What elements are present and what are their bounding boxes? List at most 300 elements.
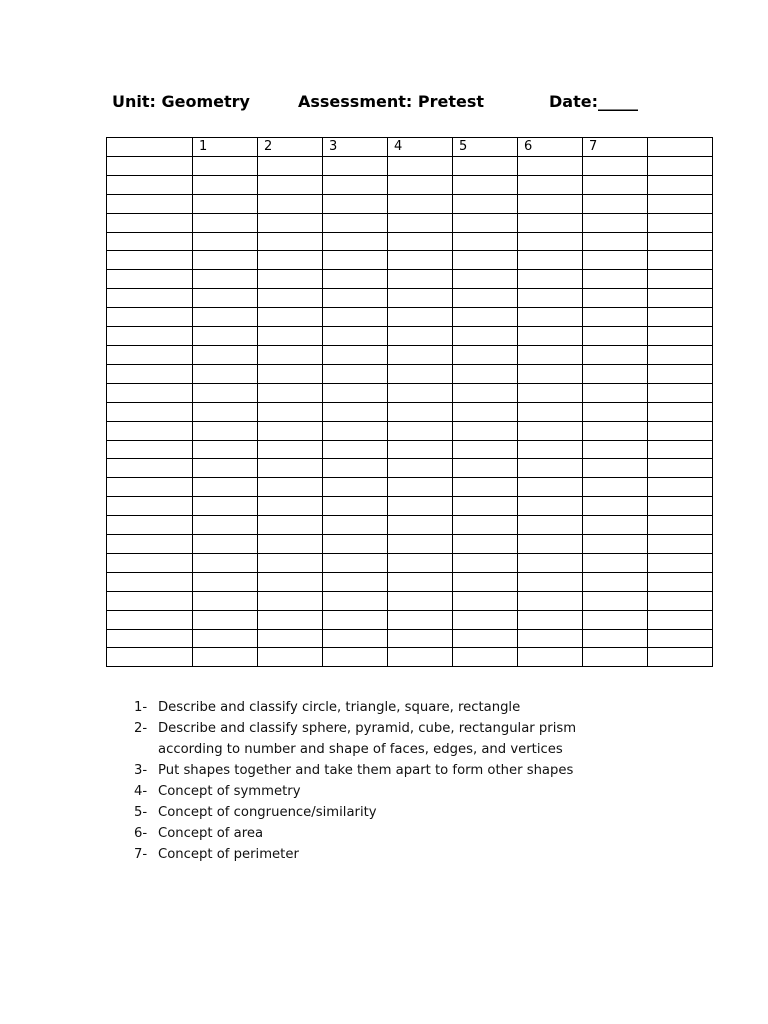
score-cell — [453, 572, 518, 591]
score-cell — [323, 516, 388, 535]
table-row — [107, 251, 713, 270]
criteria-number: 4- — [134, 784, 148, 799]
score-cell — [453, 440, 518, 459]
score-cell — [323, 232, 388, 251]
skill-column-header: 3 — [323, 138, 388, 157]
score-cell — [518, 440, 583, 459]
score-cell — [193, 345, 258, 364]
score-cell — [583, 213, 648, 232]
table-row — [107, 402, 713, 421]
tracking-grid — [106, 137, 713, 667]
student-name-cell — [107, 610, 193, 629]
table-row — [107, 232, 713, 251]
score-cell — [518, 175, 583, 194]
score-cell — [453, 478, 518, 497]
score-cell — [648, 553, 713, 572]
score-cell — [648, 232, 713, 251]
student-name-cell — [107, 308, 193, 327]
table-row — [107, 364, 713, 383]
score-cell — [193, 553, 258, 572]
score-cell — [323, 497, 388, 516]
score-cell — [193, 497, 258, 516]
score-cell — [323, 213, 388, 232]
score-cell — [648, 270, 713, 289]
score-cell — [453, 345, 518, 364]
score-cell — [648, 308, 713, 327]
score-cell — [583, 364, 648, 383]
table-row — [107, 213, 713, 232]
score-cell — [193, 327, 258, 346]
score-cell — [518, 251, 583, 270]
score-cell — [258, 591, 323, 610]
score-cell — [388, 270, 453, 289]
table-row — [107, 478, 713, 497]
score-cell — [388, 629, 453, 648]
score-cell — [583, 497, 648, 516]
score-cell — [518, 270, 583, 289]
skill-column-header: 7 — [583, 138, 648, 157]
table-row — [107, 308, 713, 327]
student-name-cell — [107, 440, 193, 459]
skill-column-header — [648, 138, 713, 157]
score-cell — [648, 440, 713, 459]
score-cell — [388, 327, 453, 346]
score-cell — [388, 194, 453, 213]
score-cell — [583, 610, 648, 629]
criteria-number: 5- — [134, 805, 148, 820]
score-cell — [518, 213, 583, 232]
assessment-header — [0, 92, 768, 118]
score-cell — [323, 383, 388, 402]
student-name-cell — [107, 648, 193, 667]
score-cell — [388, 213, 453, 232]
score-cell — [258, 553, 323, 572]
score-cell — [583, 591, 648, 610]
score-cell — [323, 535, 388, 554]
score-cell — [583, 421, 648, 440]
student-name-cell — [107, 497, 193, 516]
score-cell — [258, 516, 323, 535]
score-cell — [518, 629, 583, 648]
skill-column-header: 2 — [258, 138, 323, 157]
table-row — [107, 459, 713, 478]
score-cell — [583, 553, 648, 572]
score-cell — [193, 591, 258, 610]
score-cell — [583, 156, 648, 175]
table-row — [107, 497, 713, 516]
score-cell — [193, 402, 258, 421]
skill-column-header: 4 — [388, 138, 453, 157]
score-cell — [388, 364, 453, 383]
table-row — [107, 383, 713, 402]
score-cell — [583, 175, 648, 194]
criteria-text: Concept of area — [158, 826, 264, 841]
score-cell — [648, 572, 713, 591]
score-cell — [453, 421, 518, 440]
score-cell — [518, 648, 583, 667]
score-cell — [453, 629, 518, 648]
score-cell — [323, 289, 388, 308]
score-cell — [518, 156, 583, 175]
score-cell — [583, 383, 648, 402]
score-cell — [583, 572, 648, 591]
criteria-text: Put shapes together and take them apart to form other shapes — [158, 763, 574, 778]
score-cell — [193, 421, 258, 440]
score-cell — [583, 459, 648, 478]
score-cell — [648, 516, 713, 535]
table-row — [107, 440, 713, 459]
score-cell — [583, 402, 648, 421]
score-cell — [258, 156, 323, 175]
criteria-number: 3- — [134, 763, 148, 778]
score-cell — [518, 289, 583, 308]
score-cell — [323, 308, 388, 327]
score-cell — [518, 535, 583, 554]
score-cell — [648, 289, 713, 308]
table-row — [107, 553, 713, 572]
student-name-cell — [107, 572, 193, 591]
score-cell — [193, 610, 258, 629]
score-cell — [648, 194, 713, 213]
score-cell — [323, 440, 388, 459]
score-cell — [258, 610, 323, 629]
score-cell — [193, 289, 258, 308]
score-cell — [388, 497, 453, 516]
score-cell — [258, 648, 323, 667]
score-cell — [323, 610, 388, 629]
table-row — [107, 194, 713, 213]
criteria-number: 7- — [134, 847, 148, 862]
criteria-text: Concept of symmetry — [158, 784, 301, 799]
score-cell — [193, 516, 258, 535]
score-cell — [323, 591, 388, 610]
student-name-cell — [107, 535, 193, 554]
score-cell — [193, 383, 258, 402]
student-name-cell — [107, 553, 193, 572]
score-cell — [518, 345, 583, 364]
score-cell — [518, 232, 583, 251]
score-cell — [193, 478, 258, 497]
student-name-cell — [107, 364, 193, 383]
score-cell — [258, 289, 323, 308]
score-cell — [388, 402, 453, 421]
score-cell — [583, 194, 648, 213]
score-cell — [323, 327, 388, 346]
table-row — [107, 327, 713, 346]
score-cell — [388, 440, 453, 459]
score-cell — [648, 364, 713, 383]
score-cell — [583, 648, 648, 667]
score-cell — [323, 572, 388, 591]
student-name-cell — [107, 629, 193, 648]
score-cell — [583, 478, 648, 497]
score-cell — [453, 610, 518, 629]
score-cell — [388, 289, 453, 308]
score-cell — [518, 421, 583, 440]
score-cell — [518, 497, 583, 516]
score-cell — [193, 175, 258, 194]
score-cell — [258, 327, 323, 346]
score-cell — [453, 516, 518, 535]
score-cell — [648, 478, 713, 497]
score-cell — [258, 440, 323, 459]
student-name-cell — [107, 345, 193, 364]
student-name-cell — [107, 516, 193, 535]
score-cell — [583, 516, 648, 535]
score-cell — [453, 553, 518, 572]
score-cell — [453, 591, 518, 610]
criteria-text: Concept of perimeter — [158, 847, 299, 862]
score-cell — [518, 591, 583, 610]
student-name-cell — [107, 327, 193, 346]
score-cell — [388, 156, 453, 175]
score-cell — [388, 459, 453, 478]
score-cell — [648, 648, 713, 667]
score-cell — [453, 402, 518, 421]
score-cell — [323, 459, 388, 478]
score-cell — [453, 289, 518, 308]
score-cell — [648, 459, 713, 478]
score-cell — [583, 251, 648, 270]
criteria-text: Concept of congruence/similarity — [158, 805, 377, 820]
score-cell — [258, 421, 323, 440]
student-name-cell — [107, 402, 193, 421]
score-cell — [648, 251, 713, 270]
criteria-text: Describe and classify sphere, pyramid, cube, rectangular prism — [158, 721, 577, 736]
score-cell — [583, 440, 648, 459]
score-cell — [258, 478, 323, 497]
score-cell — [258, 402, 323, 421]
score-cell — [518, 327, 583, 346]
table-row — [107, 610, 713, 629]
score-cell — [258, 270, 323, 289]
score-cell — [648, 175, 713, 194]
score-cell — [388, 345, 453, 364]
score-cell — [323, 251, 388, 270]
score-cell — [648, 421, 713, 440]
score-cell — [583, 289, 648, 308]
date-heading: Date:_____ — [549, 92, 638, 111]
score-cell — [323, 421, 388, 440]
table-row — [107, 535, 713, 554]
score-cell — [323, 553, 388, 572]
score-cell — [258, 251, 323, 270]
student-name-cell — [107, 289, 193, 308]
score-cell — [518, 383, 583, 402]
assessment-heading: Assessment: Pretest — [298, 92, 484, 111]
student-name-cell — [107, 175, 193, 194]
score-cell — [388, 383, 453, 402]
score-cell — [193, 232, 258, 251]
score-cell — [453, 270, 518, 289]
score-cell — [388, 648, 453, 667]
table-row — [107, 591, 713, 610]
table-row — [107, 156, 713, 175]
score-cell — [388, 251, 453, 270]
score-cell — [453, 213, 518, 232]
score-cell — [193, 440, 258, 459]
score-cell — [518, 572, 583, 591]
student-name-header-cell — [107, 138, 193, 157]
student-name-cell — [107, 156, 193, 175]
score-cell — [193, 308, 258, 327]
score-cell — [388, 478, 453, 497]
score-cell — [193, 629, 258, 648]
score-cell — [258, 383, 323, 402]
score-cell — [518, 553, 583, 572]
score-cell — [453, 232, 518, 251]
score-cell — [453, 497, 518, 516]
score-cell — [388, 516, 453, 535]
score-cell — [323, 345, 388, 364]
score-cell — [583, 308, 648, 327]
student-name-cell — [107, 194, 193, 213]
skill-column-header: 5 — [453, 138, 518, 157]
score-cell — [453, 327, 518, 346]
score-cell — [258, 345, 323, 364]
score-cell — [583, 327, 648, 346]
score-cell — [583, 345, 648, 364]
score-cell — [388, 572, 453, 591]
score-cell — [518, 516, 583, 535]
score-cell — [258, 629, 323, 648]
score-cell — [388, 591, 453, 610]
score-cell — [193, 213, 258, 232]
score-cell — [323, 402, 388, 421]
score-cell — [193, 364, 258, 383]
table-row — [107, 648, 713, 667]
score-cell — [323, 194, 388, 213]
table-row — [107, 516, 713, 535]
score-cell — [323, 629, 388, 648]
score-cell — [648, 345, 713, 364]
criteria-number: 2- — [134, 721, 148, 736]
score-cell — [648, 213, 713, 232]
table-row — [107, 629, 713, 648]
score-cell — [648, 629, 713, 648]
score-cell — [583, 232, 648, 251]
table-row — [107, 572, 713, 591]
skill-column-header: 6 — [518, 138, 583, 157]
score-cell — [193, 535, 258, 554]
score-cell — [193, 572, 258, 591]
score-cell — [193, 270, 258, 289]
student-name-cell — [107, 383, 193, 402]
table-row — [107, 289, 713, 308]
score-cell — [518, 308, 583, 327]
score-cell — [388, 421, 453, 440]
score-cell — [323, 478, 388, 497]
score-cell — [258, 364, 323, 383]
score-cell — [258, 459, 323, 478]
score-cell — [583, 535, 648, 554]
score-cell — [648, 535, 713, 554]
score-cell — [388, 232, 453, 251]
student-name-cell — [107, 421, 193, 440]
student-name-cell — [107, 232, 193, 251]
score-cell — [323, 364, 388, 383]
score-cell — [323, 175, 388, 194]
score-cell — [648, 591, 713, 610]
score-cell — [518, 194, 583, 213]
score-cell — [583, 629, 648, 648]
score-cell — [388, 535, 453, 554]
criteria-number: 1- — [134, 700, 148, 715]
score-cell — [453, 383, 518, 402]
table-row — [107, 345, 713, 364]
criteria-text: Describe and classify circle, triangle, square, rectangle — [158, 700, 521, 715]
score-cell — [518, 364, 583, 383]
score-cell — [258, 572, 323, 591]
score-cell — [518, 459, 583, 478]
score-cell — [518, 478, 583, 497]
score-cell — [258, 308, 323, 327]
student-name-cell — [107, 251, 193, 270]
score-cell — [388, 308, 453, 327]
score-cell — [648, 156, 713, 175]
table-row — [107, 270, 713, 289]
score-cell — [453, 364, 518, 383]
student-name-cell — [107, 270, 193, 289]
score-cell — [648, 610, 713, 629]
score-cell — [648, 383, 713, 402]
score-cell — [388, 610, 453, 629]
score-cell — [258, 194, 323, 213]
score-cell — [453, 194, 518, 213]
score-cell — [193, 459, 258, 478]
student-name-cell — [107, 591, 193, 610]
score-cell — [453, 535, 518, 554]
score-cell — [388, 175, 453, 194]
score-cell — [258, 175, 323, 194]
table-row — [107, 175, 713, 194]
score-cell — [648, 497, 713, 516]
grid-header-row — [107, 138, 713, 157]
score-cell — [583, 270, 648, 289]
score-cell — [258, 232, 323, 251]
score-cell — [453, 308, 518, 327]
score-cell — [323, 156, 388, 175]
score-cell — [193, 156, 258, 175]
score-cell — [453, 175, 518, 194]
score-cell — [323, 648, 388, 667]
score-cell — [258, 213, 323, 232]
student-name-cell — [107, 213, 193, 232]
student-name-cell — [107, 478, 193, 497]
score-cell — [323, 270, 388, 289]
score-cell — [453, 648, 518, 667]
score-cell — [453, 156, 518, 175]
score-cell — [518, 402, 583, 421]
score-cell — [193, 194, 258, 213]
unit-heading: Unit: Geometry — [112, 92, 250, 111]
table-row — [107, 421, 713, 440]
score-cell — [453, 251, 518, 270]
score-cell — [648, 327, 713, 346]
skill-column-header: 1 — [193, 138, 258, 157]
score-cell — [453, 459, 518, 478]
score-cell — [193, 648, 258, 667]
score-cell — [193, 251, 258, 270]
score-cell — [258, 535, 323, 554]
criteria-number: 6- — [134, 826, 148, 841]
student-name-cell — [107, 459, 193, 478]
score-cell — [518, 610, 583, 629]
criteria-text: according to number and shape of faces, edges, and vertices — [158, 742, 563, 757]
score-cell — [648, 402, 713, 421]
score-cell — [258, 497, 323, 516]
score-cell — [388, 553, 453, 572]
